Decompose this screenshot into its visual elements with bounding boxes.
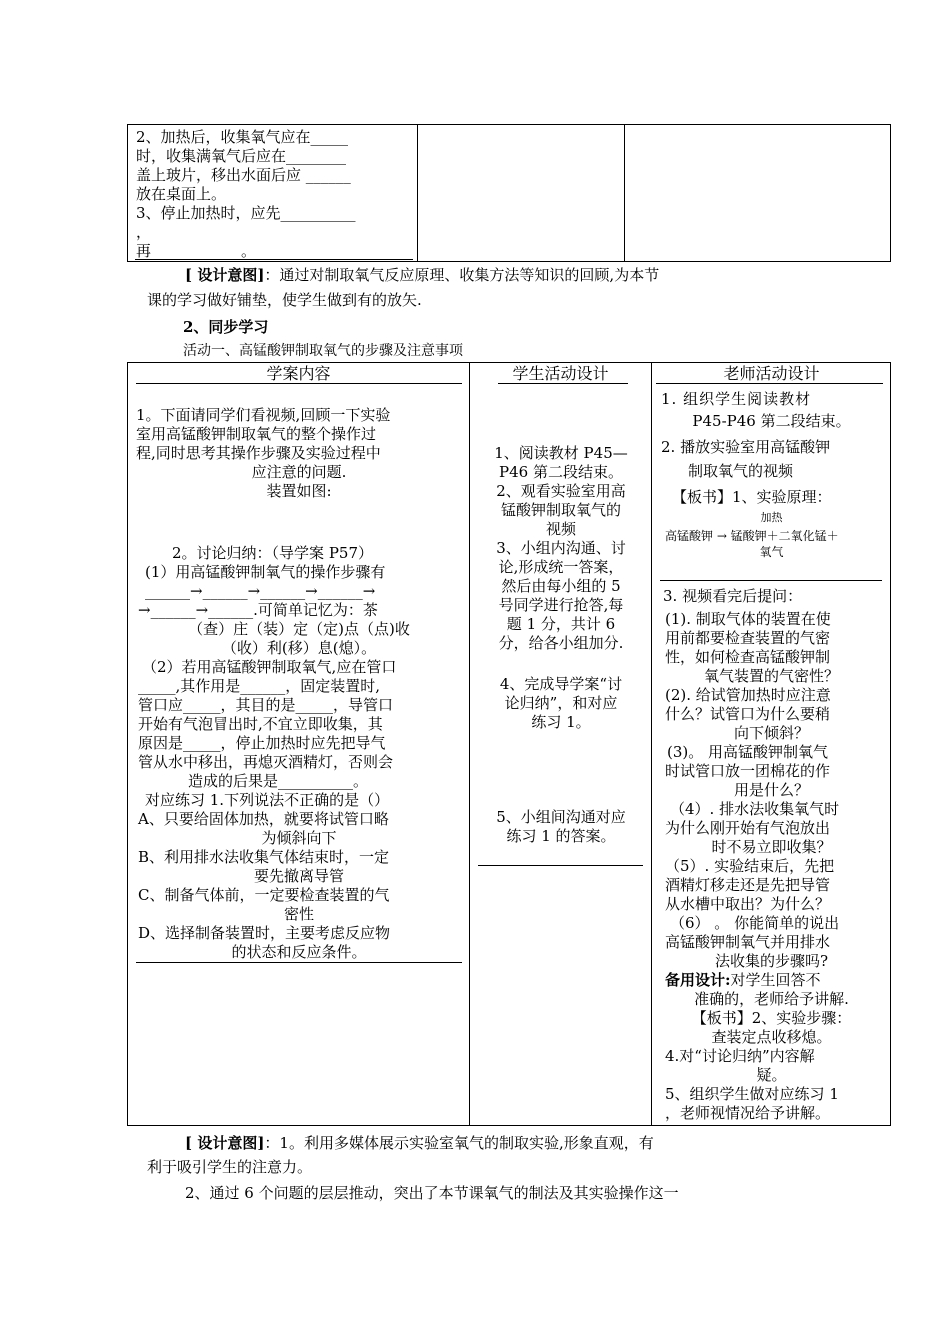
design-intent-2-line2: 利于吸引学生的注意力。 xyxy=(147,1158,313,1176)
col2-line: 论归纳”，和对应 xyxy=(504,694,618,712)
col3-line: (2). 给试管加热时应注意 xyxy=(665,686,831,704)
col1-line: A、只要给固体加热，就要将试管口略 xyxy=(138,810,389,828)
col3-line: 4.对“讨论归纳”内容解 xyxy=(665,1047,815,1065)
col1-line: （收）利(移）息(熄）。 xyxy=(221,639,377,657)
col1-line: →______→______.可简单记忆为：茶 xyxy=(138,601,378,619)
col1-line: 室用高锰酸钾制取氧气的整个操作过 xyxy=(136,425,377,443)
col3-line: 从水槽中取出？为什么？ xyxy=(665,895,831,913)
col2-line: 练习 1 的答案。 xyxy=(506,827,616,845)
col3-line: P45-P46 第二段结束。 xyxy=(692,412,851,430)
col1-line: 程,同时思考其操作步骤及实验过程中 xyxy=(136,444,381,462)
col3-line: 性，如何检查高锰酸钾制 xyxy=(665,648,831,666)
col3-line: 高锰酸钾制氧气并用排水 xyxy=(665,933,831,951)
design-intent-2-text: ：1。利用多媒体展示实验室氧气的制取实验,形象直观，有 xyxy=(264,1134,654,1152)
design-intent-1 xyxy=(185,266,659,285)
col3-line: 准确的，老师给予讲解. xyxy=(694,990,849,1008)
col2-line: P46 第二段结束。 xyxy=(499,463,623,481)
col3-line: 2. 播放实验室用高锰酸钾 xyxy=(661,438,831,456)
top-line-4: 放在桌面上。 xyxy=(136,185,227,203)
top-line-3: 盖上玻片，移出水面后应 ______ xyxy=(136,166,351,184)
header-rule-2 xyxy=(498,383,628,384)
backup-design-label: 备用设计: xyxy=(665,971,731,989)
design-intent-1-text: ：通过对制取氧气反应原理、收集方法等知识的回顾,为本节 xyxy=(264,266,660,284)
col3-line: (3)。 用高锰酸钾制氧气 xyxy=(667,743,829,761)
col2-line: 然后由每小组的 5 xyxy=(501,577,621,595)
col2-line: 题 1 分，共计 6 xyxy=(506,615,616,633)
section-heading: 2、同步学习 xyxy=(183,318,269,336)
col2-line: 5、小组间沟通对应 xyxy=(496,808,626,826)
col1-line: 装置如图: xyxy=(266,482,332,500)
col3-line: 向下倾斜？ xyxy=(733,724,809,742)
col2-line: 练习 1。 xyxy=(531,713,591,731)
col3-line: 氧气 xyxy=(759,545,784,559)
col3-line: 疑。 xyxy=(756,1066,787,1084)
col1-line: 2。讨论归纳：（导学案 P57） xyxy=(172,544,373,562)
header-teacher-activity: 老师活动设计 xyxy=(723,364,820,383)
col2-end-rule xyxy=(478,865,643,866)
col1-line: 1。下面请同学们看视频,回顾一下实验 xyxy=(136,406,391,424)
col3-line: 时试管口放一团棉花的作 xyxy=(665,762,831,780)
col3-line: ，老师视情况给予讲解。 xyxy=(665,1104,831,1122)
top-line-7: 再____________。 ____ xyxy=(136,242,291,260)
top-table-divider-1 xyxy=(417,124,418,262)
header-study-content: 学案内容 xyxy=(266,364,331,383)
col2-line: 号同学进行抢答,每 xyxy=(498,596,624,614)
col1-line: 造成的后果是__________。 xyxy=(188,772,369,790)
col1-line: 要先撤离导管 xyxy=(253,867,344,885)
col1-line: D、选择制备装置时，主要考虑反应物 xyxy=(138,924,391,942)
col3-line: 用前都要检查装置的气密 xyxy=(665,629,831,647)
design-intent-1-line2: 课的学习做好铺垫，使学生做到有的放矢. xyxy=(147,291,422,309)
col1-line: 为倾斜向下 xyxy=(261,829,337,847)
activity-title: 活动一、高锰酸钾制取氧气的步骤及注意事项 xyxy=(183,343,463,359)
header-rule-1 xyxy=(136,383,462,384)
header-rule-3 xyxy=(656,383,883,384)
top-table-divider-2 xyxy=(624,124,625,262)
col3-line: 3. 视频看完后提问： xyxy=(663,587,803,605)
col1-line: 应注意的问题. xyxy=(251,463,347,481)
top-line-2: 时，收集满氧气后应在________ xyxy=(136,147,347,165)
col1-line: （查）庄（装）定（定)点（点)收 xyxy=(188,620,410,638)
col3-line: 时不易立即收集？ xyxy=(711,838,832,856)
col3-line: 氧气装置的气密性？ xyxy=(703,667,839,685)
col1-end-rule xyxy=(136,962,462,963)
col2-line: 1、阅读教材 P45— xyxy=(494,444,628,462)
col3-rule xyxy=(660,580,882,581)
col3-line: （4）. 排水法收集氧气时 xyxy=(670,800,840,818)
col3-line: （5）. 实验结束后，先把 xyxy=(665,857,835,875)
col1-line: B、利用排水法收集气体结束时，一定 xyxy=(138,848,390,866)
col1-line: C、制备气体前，一定要检查装置的气 xyxy=(138,886,390,904)
col3-line: 【板书】2、实验步骤： xyxy=(691,1009,852,1027)
col1-line: 开始有气泡冒出时,不宜立即收集，其 xyxy=(138,715,383,733)
col2-line: 3、小组内沟通、讨 xyxy=(496,539,626,557)
design-intent-2 xyxy=(185,1134,654,1153)
col2-line: 2、观看实验室用高 xyxy=(496,482,626,500)
col1-line: 管口应_____，其目的是_____，导管口 xyxy=(138,696,394,714)
col3-line: 查装定点收移熄。 xyxy=(711,1028,832,1046)
col2-line: 分，给各小组加分. xyxy=(498,634,624,652)
header-student-activity: 学生活动设计 xyxy=(512,364,609,383)
top-line-1: 2、加热后，收集氧气应在_____ xyxy=(136,128,349,146)
col3-line: 【板书】1、实验原理： xyxy=(672,488,832,506)
col3-backup-design xyxy=(665,971,821,990)
col3-line: 为什么刚开始有气泡放出 xyxy=(665,819,831,837)
col3-line: 什么？试管口为什么要稍 xyxy=(665,705,831,723)
design-intent-2-line3: 2、通过 6 个问题的层层推动，突出了本节课氧气的制法及其实验操作这一 xyxy=(185,1184,679,1202)
col3-line: 制取氧气的视频 xyxy=(688,462,794,480)
col1-line: 的状态和反应条件。 xyxy=(231,943,367,961)
design-intent-2-label: [ 设计意图] xyxy=(185,1134,265,1152)
col1-line: ______→______→______→______→ xyxy=(145,582,376,600)
col3-line: 5、组织学生做对应练习 1 xyxy=(665,1085,839,1103)
top-line-5: 3、停止加热时，应先__________ xyxy=(136,204,356,222)
col3-line: 1. 组织学生阅读教材 xyxy=(661,390,812,408)
col1-line: 对应练习 1.下列说法不正确的是（） xyxy=(145,791,390,809)
col1-line: 密性 xyxy=(283,905,314,923)
col3-line: 用是什么？ xyxy=(733,781,809,799)
col2-line: 锰酸钾制取氧气的 xyxy=(500,501,621,519)
col2-line: 论,形成统一答案， xyxy=(498,558,624,576)
col1-line: _____,其作用是______，固定装置时, xyxy=(138,677,381,695)
col2-line: 视频 xyxy=(545,520,576,538)
col3-line: 酒精灯移走还是先把导管 xyxy=(665,876,831,894)
col2-line: 4、完成导学案“讨 xyxy=(499,675,623,693)
col1-line: (1）用高锰酸钾制氧气的操作步骤有 xyxy=(145,563,386,581)
col1-line: 原因是_____，停止加热时应先把导气 xyxy=(138,734,386,752)
col3-line: (1). 制取气体的装置在使 xyxy=(665,610,831,628)
col3-line: 法收集的步骤吗? xyxy=(714,952,829,970)
col1-line: 管从水中移出，再熄灭酒精灯，否则会 xyxy=(138,753,394,771)
col-divider-1 xyxy=(469,362,470,1126)
col3-line: 高锰酸钾 → 锰酸钾＋二氧化锰＋ xyxy=(665,529,839,543)
col1-line: （2）若用高锰酸钾制取氧气,应在管口 xyxy=(142,658,397,676)
design-intent-1-label: [ 设计意图] xyxy=(185,266,265,284)
top-line-6: ， xyxy=(136,223,152,241)
backup-design-text: 对学生回答不 xyxy=(730,971,821,989)
col3-line: （6） 。 你能简单的说出 xyxy=(670,914,840,932)
col3-line: 加热 xyxy=(760,511,783,524)
